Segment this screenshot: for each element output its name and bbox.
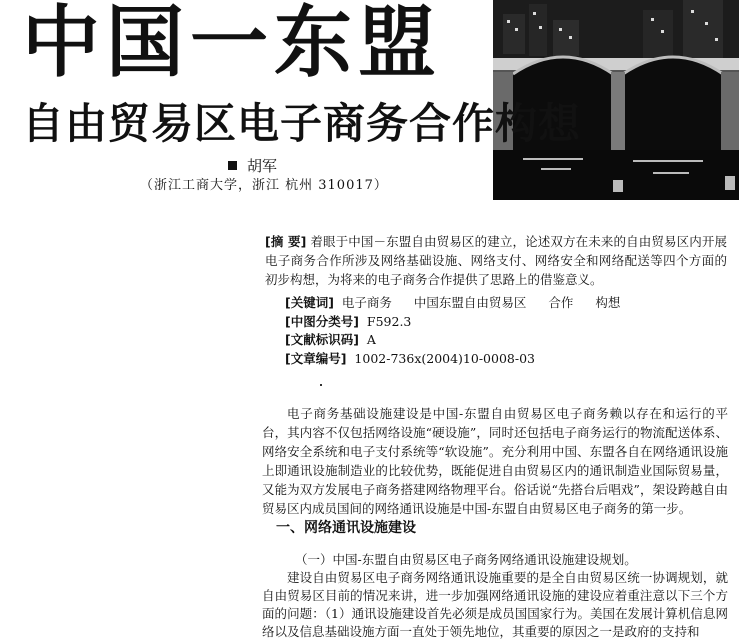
classification-row: [285, 313, 725, 332]
article-number-row: [285, 350, 725, 369]
intro-paragraph: 电子商务基础设施建设是中国-东盟自由贸易区电子商务赖以存在和运行的平台，其内容不仅包括网络设施“硬设施”，同时还包括电子商务运行的物流配送体系、网络安全系统和电子支付系统等“软设施”。充分利用中国、东盟各自在网络通讯设施上即通讯设施制造业的比较优势，既能促进自由贸易区内的通讯制造业国际贸易量，又能为双方发展电子商务搭建网络物理平台。俗话说“先搭台后唱戏”，架设跨越自由贸易区内成员国间的网络通讯设施是中国-东盟自由贸易区电子商务的第一步。: [262, 406, 728, 516]
section-paragraph: 建设自由贸易区电子商务网络通讯设施重要的是全自由贸易区统一协调规划，就自由贸易区目前的情况来讲，进一步加强网络通讯设施的建设应着重注意以下三个方面的问题：（1）通讯设施建设首先必须是成员国国家行为。美国在发展计算机信息网络以及信息基础设施方面一直处于领先地位，其重要的原因之一是政府的支持和: [262, 570, 728, 639]
abstract: [265, 232, 727, 289]
classification-label: [中图分类号]: [285, 313, 359, 329]
doc-code-label: [文献标识码]: [285, 332, 359, 347]
keyword: 中国东盟自由贸易区: [413, 295, 527, 310]
subsection-heading: （一）中国-东盟自由贸易区电子商务网络通讯设施建设规划。: [295, 552, 637, 567]
author-affiliation: （浙江工商大学，浙江 杭州 310017）: [140, 178, 388, 193]
article-number-value: 1002-736x(2004)10-0008-03: [354, 350, 536, 366]
article-number-label: [文章编号]: [285, 350, 347, 366]
author-line: [228, 157, 277, 175]
article-subtitle: 自由贸易区电子商务合作构想: [22, 99, 582, 148]
keyword: 合作: [548, 295, 574, 310]
doc-code-row: [285, 331, 725, 350]
stray-dot: [320, 384, 322, 386]
article-metadata: [285, 294, 725, 368]
keyword: 构想: [595, 295, 621, 310]
square-bullet-icon: [228, 161, 237, 170]
author-name: 胡军: [247, 157, 278, 175]
doc-code-value: A: [366, 332, 376, 347]
keyword: 电子商务: [341, 295, 392, 310]
keywords-label: [关键词]: [285, 295, 334, 310]
section-heading: 一、网络通讯设施建设: [276, 520, 416, 536]
abstract-label: [摘 要]: [265, 234, 307, 249]
article-title: 中国一东盟: [22, 0, 443, 88]
abstract-text: 着眼于中国－东盟自由贸易区的建立，论述双方在未来的自由贸易区内开展电子商务合作所涉及网络基础设施、网络支付、网络安全和网络配送等四个方面的初步构想，为将来的电子商务合作提供了思路上的借鉴意义。: [265, 234, 727, 287]
classification-value: F592.3: [366, 313, 412, 329]
keywords-row: [285, 294, 725, 313]
